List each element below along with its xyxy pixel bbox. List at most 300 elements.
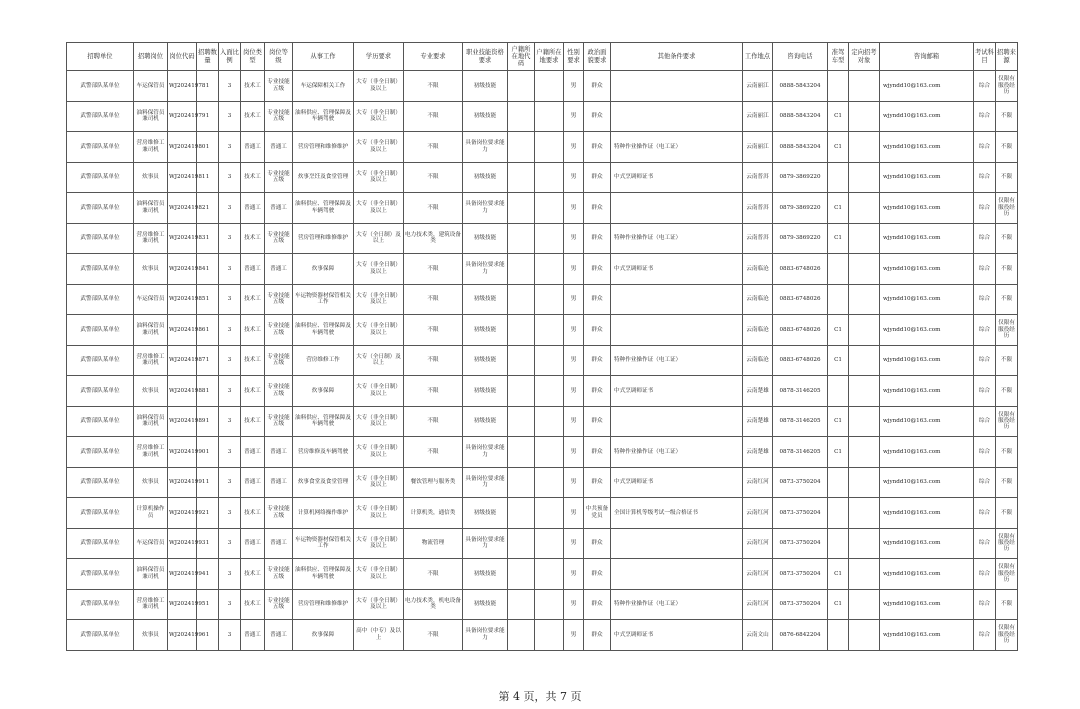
table-cell: [508, 467, 535, 498]
table-cell: 3: [219, 467, 241, 498]
table-cell: 大专（非全日制）及以上: [354, 467, 404, 498]
table-cell: 不限: [404, 315, 463, 346]
table-cell: 初级技能: [463, 498, 508, 529]
table-cell: 3: [219, 437, 241, 468]
table-cell: 武警部队某单位: [67, 162, 134, 193]
header-cell: 岗位等级: [265, 43, 293, 71]
table-cell: 不限: [996, 345, 1018, 376]
table-cell: [611, 193, 743, 224]
table-cell: 综合: [974, 406, 996, 437]
table-cell: 武警部队某单位: [67, 315, 134, 346]
table-cell: 云南临沧: [743, 254, 773, 285]
table-cell: 云南楚雄: [743, 437, 773, 468]
table-cell: 营房维修工兼司机: [134, 223, 168, 254]
table-cell: 电力技术类，机电设备类: [404, 589, 463, 620]
table-cell: [828, 284, 849, 315]
table-cell: 男: [564, 559, 584, 590]
table-cell: WJ20241990: [168, 437, 197, 468]
recruitment-table: [66, 42, 1018, 651]
table-cell: 群众: [584, 284, 611, 315]
table-cell: 专业技能五级: [265, 284, 293, 315]
table-cell: 普通工: [265, 437, 293, 468]
table-cell: [535, 467, 564, 498]
table-cell: [849, 193, 880, 224]
table-cell: 炊事员: [134, 376, 168, 407]
table-cell: 云南红河: [743, 467, 773, 498]
table-cell: 武警部队某单位: [67, 528, 134, 559]
table-cell: 炊事食堂及食堂管理: [293, 467, 354, 498]
table-cell: 0878-3146205: [773, 437, 828, 468]
table-cell: WJ20241989: [168, 406, 197, 437]
table-cell: 大专（非全日制）及以上: [354, 589, 404, 620]
table-cell: 武警部队某单位: [67, 284, 134, 315]
table-cell: 营房管理和维修维护: [293, 223, 354, 254]
table-cell: 具备岗位要求能力: [463, 437, 508, 468]
table-cell: 3: [219, 132, 241, 163]
table-cell: 群众: [584, 345, 611, 376]
table-cell: 不限: [404, 101, 463, 132]
table-cell: 仅限有服役经历: [996, 620, 1018, 651]
table-cell: 男: [564, 406, 584, 437]
table-cell: 群众: [584, 254, 611, 285]
table-cell: 1: [197, 437, 219, 468]
table-cell: 群众: [584, 315, 611, 346]
table-cell: 男: [564, 193, 584, 224]
table-cell: 油料保管员兼司机: [134, 193, 168, 224]
header-cell: 工作地点: [743, 43, 773, 71]
table-cell: wjyndd10@163.com: [880, 101, 974, 132]
table-cell: 1: [197, 193, 219, 224]
table-cell: 3: [219, 376, 241, 407]
table-cell: 全国计算机等级考试一级合格证书: [611, 498, 743, 529]
table-cell: wjyndd10@163.com: [880, 559, 974, 590]
table-cell: 技术工: [241, 284, 265, 315]
table-cell: 计算机网络操作维护: [293, 498, 354, 529]
table-cell: 1: [197, 345, 219, 376]
header-cell: 专业要求: [404, 43, 463, 71]
table-cell: [611, 315, 743, 346]
table-cell: [535, 345, 564, 376]
table-cell: 普通工: [265, 467, 293, 498]
table-cell: 油料供应、管理保障及车辆驾驶: [293, 193, 354, 224]
table-cell: [849, 101, 880, 132]
table-cell: 电力技术类，建筑设备类: [404, 223, 463, 254]
header-cell: 政治面貌要求: [584, 43, 611, 71]
table-cell: 男: [564, 345, 584, 376]
table-cell: [535, 162, 564, 193]
table-cell: C1: [828, 223, 849, 254]
table-cell: 不限: [996, 223, 1018, 254]
table-cell: 武警部队某单位: [67, 589, 134, 620]
table-cell: [508, 528, 535, 559]
table-cell: 计算机操作员: [134, 498, 168, 529]
table-cell: 男: [564, 620, 584, 651]
table-cell: wjyndd10@163.com: [880, 620, 974, 651]
table-cell: 车运保障相关工作: [293, 71, 354, 102]
table-cell: 武警部队某单位: [67, 132, 134, 163]
table-cell: 男: [564, 498, 584, 529]
table-cell: 不限: [996, 376, 1018, 407]
table-cell: 群众: [584, 223, 611, 254]
table-cell: [508, 254, 535, 285]
table-cell: 综合: [974, 376, 996, 407]
table-cell: 群众: [584, 437, 611, 468]
header-cell: 咨询邮箱: [880, 43, 974, 71]
table-cell: 0873-3750204: [773, 528, 828, 559]
table-cell: wjyndd10@163.com: [880, 284, 974, 315]
table-cell: 云南普洱: [743, 162, 773, 193]
table-cell: 武警部队某单位: [67, 254, 134, 285]
table-cell: 普通工: [241, 132, 265, 163]
table-cell: [508, 559, 535, 590]
table-cell: 营房维修及车辆驾驶: [293, 437, 354, 468]
table-cell: 专业技能五级: [265, 559, 293, 590]
table-cell: 男: [564, 528, 584, 559]
table-cell: 3: [219, 620, 241, 651]
table-cell: WJ20241986: [168, 315, 197, 346]
header-cell: 招聘来源: [996, 43, 1018, 71]
table-cell: 武警部队某单位: [67, 406, 134, 437]
table-cell: WJ20241994: [168, 559, 197, 590]
table-cell: [828, 254, 849, 285]
table-cell: 普通工: [241, 437, 265, 468]
table-cell: wjyndd10@163.com: [880, 254, 974, 285]
table-cell: 具备岗位要求能力: [463, 528, 508, 559]
table-cell: 初级技能: [463, 406, 508, 437]
table-cell: 大专（非全日制）及以上: [354, 376, 404, 407]
table-row: [67, 620, 1018, 651]
table-cell: wjyndd10@163.com: [880, 589, 974, 620]
table-cell: 不限: [996, 132, 1018, 163]
table-cell: 专业技能五级: [265, 315, 293, 346]
table-cell: [849, 406, 880, 437]
table-cell: 具备岗位要求能力: [463, 254, 508, 285]
table-cell: 男: [564, 162, 584, 193]
table-cell: [849, 254, 880, 285]
table-cell: 初级技能: [463, 376, 508, 407]
table-cell: 普通工: [265, 193, 293, 224]
table-cell: [508, 345, 535, 376]
table-cell: 技术工: [241, 589, 265, 620]
table-cell: C1: [828, 193, 849, 224]
table-cell: 3: [219, 559, 241, 590]
table-cell: 技术工: [241, 162, 265, 193]
table-cell: 初级技能: [463, 101, 508, 132]
table-cell: 综合: [974, 132, 996, 163]
table-cell: 武警部队某单位: [67, 498, 134, 529]
table-cell: 初级技能: [463, 559, 508, 590]
table-cell: 技术工: [241, 101, 265, 132]
table-cell: 技术工: [241, 315, 265, 346]
table-cell: 3: [219, 284, 241, 315]
table-cell: 0883-6748026: [773, 284, 828, 315]
table-cell: [508, 437, 535, 468]
header-cell: 户籍所在地代码: [508, 43, 535, 71]
table-cell: 中共预备党员: [584, 498, 611, 529]
table-cell: 车运保管员: [134, 71, 168, 102]
table-cell: 3: [219, 498, 241, 529]
table-cell: [849, 437, 880, 468]
table-cell: 不限: [404, 254, 463, 285]
table-cell: 男: [564, 589, 584, 620]
table-cell: 武警部队某单位: [67, 71, 134, 102]
table-cell: 武警部队某单位: [67, 620, 134, 651]
table-cell: [535, 406, 564, 437]
table-cell: [535, 559, 564, 590]
table-cell: 炊事员: [134, 620, 168, 651]
table-cell: 男: [564, 132, 584, 163]
table-cell: 专业技能五级: [265, 376, 293, 407]
table-cell: 云南普洱: [743, 223, 773, 254]
table-cell: 0873-3750204: [773, 559, 828, 590]
table-cell: 3: [219, 223, 241, 254]
table-cell: 具备岗位要求能力: [463, 132, 508, 163]
table-cell: 云南红河: [743, 498, 773, 529]
table-cell: wjyndd10@163.com: [880, 467, 974, 498]
table-cell: WJ20241985: [168, 284, 197, 315]
table-cell: 云南临沧: [743, 284, 773, 315]
table-cell: 1: [197, 559, 219, 590]
table-cell: wjyndd10@163.com: [880, 193, 974, 224]
table-cell: 不限: [996, 467, 1018, 498]
table-cell: WJ20241991: [168, 467, 197, 498]
table-cell: 炊事员: [134, 467, 168, 498]
table-cell: 营房维修工兼司机: [134, 589, 168, 620]
table-cell: 武警部队某单位: [67, 223, 134, 254]
table-cell: 技术工: [241, 559, 265, 590]
table-cell: 武警部队某单位: [67, 437, 134, 468]
table-cell: 1: [197, 132, 219, 163]
table-cell: wjyndd10@163.com: [880, 406, 974, 437]
header-cell: 性别要求: [564, 43, 584, 71]
header-cell: 定向招考对象: [849, 43, 880, 71]
table-cell: [849, 71, 880, 102]
table-cell: 群众: [584, 467, 611, 498]
table-cell: 武警部队某单位: [67, 101, 134, 132]
table-cell: 0873-3750204: [773, 467, 828, 498]
header-cell: 其他条件要求: [611, 43, 743, 71]
table-cell: 不限: [404, 437, 463, 468]
table-cell: 0876-6842204: [773, 620, 828, 651]
table-cell: 不限: [404, 376, 463, 407]
table-cell: 大专（非全日制）及以上: [354, 498, 404, 529]
table-cell: WJ20241992: [168, 498, 197, 529]
table-cell: 炊事保障: [293, 254, 354, 285]
table-cell: 云南红河: [743, 528, 773, 559]
table-row: [67, 467, 1018, 498]
table-cell: 专业技能五级: [265, 498, 293, 529]
table-cell: 1: [197, 101, 219, 132]
table-cell: 武警部队某单位: [67, 559, 134, 590]
table-cell: 车运保管员: [134, 284, 168, 315]
table-cell: 0879-3869220: [773, 193, 828, 224]
table-cell: 男: [564, 284, 584, 315]
table-cell: C1: [828, 559, 849, 590]
table-cell: 男: [564, 315, 584, 346]
table-cell: 特种作业操作证（电工证）: [611, 345, 743, 376]
table-row: [67, 528, 1018, 559]
table-cell: 营房维修工兼司机: [134, 345, 168, 376]
table-cell: WJ20241979: [168, 101, 197, 132]
table-cell: 综合: [974, 101, 996, 132]
table-cell: [849, 162, 880, 193]
table-cell: 1: [197, 376, 219, 407]
table-cell: 云南临沧: [743, 315, 773, 346]
table-cell: wjyndd10@163.com: [880, 345, 974, 376]
table-row: [67, 193, 1018, 224]
table-cell: 0888-5843204: [773, 132, 828, 163]
table-cell: 云南红河: [743, 559, 773, 590]
table-cell: C1: [828, 589, 849, 620]
table-cell: 男: [564, 467, 584, 498]
table-cell: 0883-6748026: [773, 345, 828, 376]
table-cell: 云南普洱: [743, 193, 773, 224]
table-cell: 技术工: [241, 223, 265, 254]
table-cell: [508, 193, 535, 224]
table-cell: [849, 589, 880, 620]
table-cell: 1: [197, 620, 219, 651]
table-cell: 营房维修工作: [293, 345, 354, 376]
table-cell: [535, 101, 564, 132]
table-cell: [611, 284, 743, 315]
table-cell: [535, 589, 564, 620]
table-cell: 炊事保障: [293, 620, 354, 651]
table-cell: [828, 528, 849, 559]
table-cell: 油料保管员兼司机: [134, 559, 168, 590]
table-row: [67, 376, 1018, 407]
table-cell: [611, 559, 743, 590]
table-cell: 不限: [996, 284, 1018, 315]
table-cell: 1: [197, 467, 219, 498]
table-cell: 具备岗位要求能力: [463, 193, 508, 224]
table-cell: 技术工: [241, 406, 265, 437]
table-cell: 油料保管员兼司机: [134, 101, 168, 132]
table-cell: 油料供应、管理保障及车辆驾驶: [293, 406, 354, 437]
table-cell: 综合: [974, 71, 996, 102]
header-cell: 考试科目: [974, 43, 996, 71]
table-cell: wjyndd10@163.com: [880, 162, 974, 193]
table-cell: 初级技能: [463, 284, 508, 315]
header-cell: 职业技能资格要求: [463, 43, 508, 71]
table-cell: 云南丽江: [743, 132, 773, 163]
table-cell: 群众: [584, 71, 611, 102]
table-body: [67, 71, 1018, 651]
table-cell: 中式烹调师证书: [611, 467, 743, 498]
table-cell: 男: [564, 71, 584, 102]
table-cell: 3: [219, 528, 241, 559]
table-cell: wjyndd10@163.com: [880, 315, 974, 346]
table-cell: 综合: [974, 559, 996, 590]
table-cell: 不限: [996, 589, 1018, 620]
table-cell: 专业技能五级: [265, 101, 293, 132]
table-cell: 3: [219, 406, 241, 437]
table-cell: 专业技能五级: [265, 345, 293, 376]
table-cell: 综合: [974, 437, 996, 468]
table-cell: [508, 376, 535, 407]
table-cell: WJ20241995: [168, 589, 197, 620]
header-cell: 岗位代码: [168, 43, 197, 71]
table-cell: WJ20241996: [168, 620, 197, 651]
table-cell: [535, 620, 564, 651]
header-cell: 招聘岗位: [134, 43, 168, 71]
table-cell: 1: [197, 498, 219, 529]
table-cell: 1: [197, 589, 219, 620]
table-cell: 1: [197, 284, 219, 315]
table-cell: [849, 467, 880, 498]
table-cell: 不限: [404, 406, 463, 437]
table-cell: WJ20241981: [168, 162, 197, 193]
table-cell: [535, 498, 564, 529]
table-cell: 油料供应、管理保障及车辆驾驶: [293, 315, 354, 346]
table-cell: 男: [564, 101, 584, 132]
table-cell: [535, 193, 564, 224]
table-cell: [611, 406, 743, 437]
table-cell: 普通工: [265, 528, 293, 559]
table-cell: 普通工: [241, 620, 265, 651]
table-cell: 综合: [974, 162, 996, 193]
table-cell: 0873-3750204: [773, 498, 828, 529]
table-cell: WJ20241984: [168, 254, 197, 285]
table-cell: [828, 467, 849, 498]
table-cell: 营房管理和维修维护: [293, 589, 354, 620]
table-cell: 武警部队某单位: [67, 345, 134, 376]
table-cell: 3: [219, 101, 241, 132]
header-cell: 招聘数量: [197, 43, 219, 71]
table-cell: [508, 284, 535, 315]
table-cell: [535, 376, 564, 407]
table-cell: 男: [564, 254, 584, 285]
table-cell: 0888-5843204: [773, 101, 828, 132]
table-cell: [508, 620, 535, 651]
table-cell: 仅限有服役经历: [996, 193, 1018, 224]
table-cell: 群众: [584, 376, 611, 407]
table-cell: 油料保管员兼司机: [134, 315, 168, 346]
table-cell: 大专（非全日制）及以上: [354, 528, 404, 559]
table-cell: 云南楚雄: [743, 376, 773, 407]
table-cell: [828, 71, 849, 102]
table-cell: 仅限有服役经历: [996, 528, 1018, 559]
table-cell: 3: [219, 345, 241, 376]
table-cell: wjyndd10@163.com: [880, 132, 974, 163]
table-cell: 武警部队某单位: [67, 467, 134, 498]
table-cell: 不限: [404, 132, 463, 163]
table-cell: [611, 71, 743, 102]
table-cell: [849, 284, 880, 315]
header-cell: 咨询电话: [773, 43, 828, 71]
table-cell: wjyndd10@163.com: [880, 71, 974, 102]
table-cell: [508, 71, 535, 102]
table-cell: 油料供应、管理保障及车辆驾驶: [293, 559, 354, 590]
table-cell: 3: [219, 589, 241, 620]
table-cell: [508, 101, 535, 132]
table-cell: 群众: [584, 406, 611, 437]
table-cell: 综合: [974, 254, 996, 285]
table-cell: 云南红河: [743, 589, 773, 620]
table-row: [67, 589, 1018, 620]
table-cell: 群众: [584, 101, 611, 132]
table-cell: 技术工: [241, 498, 265, 529]
table-cell: 仅限有服役经历: [996, 71, 1018, 102]
table-cell: [828, 498, 849, 529]
table-cell: 武警部队某单位: [67, 376, 134, 407]
table-cell: [849, 223, 880, 254]
table-cell: 群众: [584, 620, 611, 651]
table-cell: 群众: [584, 528, 611, 559]
table-cell: WJ20241988: [168, 376, 197, 407]
table-cell: 云南临沧: [743, 345, 773, 376]
table-row: [67, 437, 1018, 468]
table-cell: 综合: [974, 589, 996, 620]
